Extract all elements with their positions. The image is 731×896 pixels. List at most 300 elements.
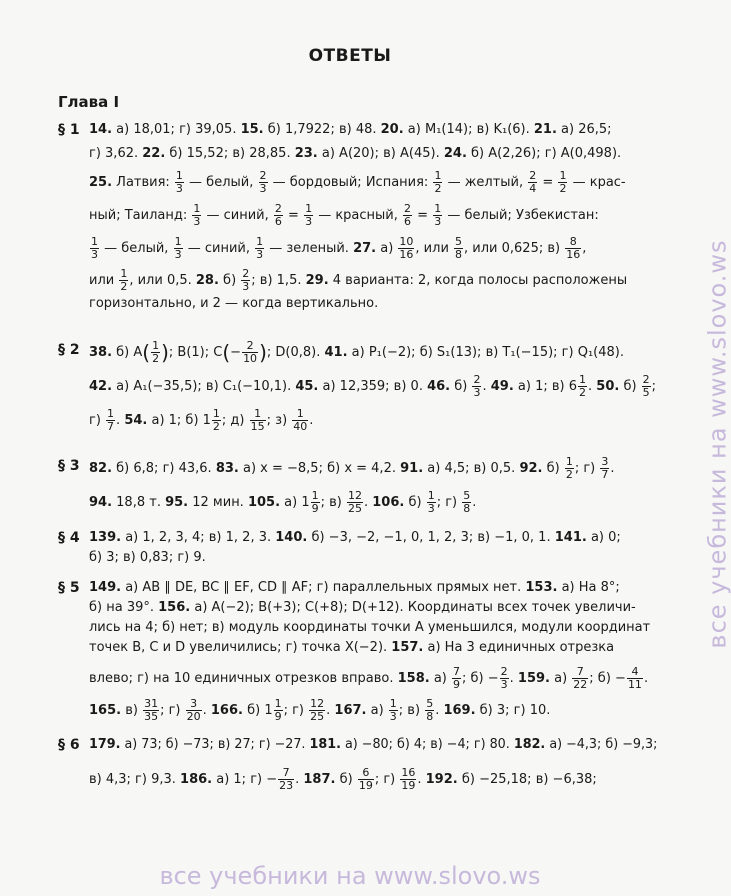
problem-number: 92.: [519, 461, 543, 476]
answer-text: а) 4,5; в) 0,5.: [423, 461, 520, 476]
answer-text: =: [538, 175, 558, 190]
fraction: [143, 698, 159, 723]
answer-text: , или 0,625; в): [464, 241, 565, 256]
answer-text: — бордовый; Испания:: [268, 175, 433, 190]
fraction: [433, 203, 442, 228]
answer-text: б) 15,52; в) 28,85.: [165, 146, 295, 161]
answer-text: .: [364, 495, 373, 510]
answer-text: а) 0;: [586, 530, 621, 545]
fraction-denominator: 6: [404, 215, 412, 228]
fraction-denominator: 9: [311, 502, 319, 515]
large-parenthesis: ): [259, 340, 267, 365]
answer-text: а) 1, 2, 3, 4; в) 1, 2, 3.: [121, 530, 276, 545]
answer-text: .: [472, 495, 477, 510]
fraction-denominator: 19: [401, 779, 416, 792]
problem-number: 187.: [303, 772, 336, 787]
section-5: [58, 578, 658, 723]
fraction: [452, 666, 461, 691]
section-2: [58, 340, 658, 440]
fraction: [454, 236, 463, 261]
problem-number: 156.: [158, 600, 191, 615]
answer-text: .: [326, 703, 335, 718]
answer-line: [89, 548, 658, 578]
problem-number: 27.: [353, 241, 377, 256]
answer-text: .: [610, 461, 615, 476]
answer-text: а) M₁(14); в) K₁(6).: [403, 122, 534, 137]
answer-text: б) 3; в) 0,83; г) 9.: [89, 550, 206, 565]
section-6: [58, 735, 658, 795]
answer-text: — синий,: [202, 208, 273, 223]
problem-number: 25.: [89, 175, 113, 190]
problem-number: 157.: [391, 640, 424, 655]
problem-number: 29.: [305, 273, 329, 288]
problem-number: 23.: [294, 146, 318, 161]
problem-number: 46.: [427, 379, 451, 394]
problem-number: 28.: [195, 273, 219, 288]
answer-text: а) 26,5;: [556, 122, 612, 137]
fraction: [472, 374, 481, 399]
fraction: [462, 490, 471, 515]
large-parenthesis: (: [222, 340, 231, 365]
fraction: [186, 698, 202, 723]
section-number: § 1: [58, 122, 80, 138]
fraction-numerator: 1: [434, 202, 442, 215]
fraction: [242, 340, 258, 365]
fraction-denominator: 3: [91, 248, 98, 261]
problem-number: 82.: [89, 461, 113, 476]
answer-text: — крас-: [568, 175, 626, 190]
answer-text: б) A(2,26); г) A(0,498).: [466, 146, 622, 161]
answer-text: б): [218, 273, 241, 288]
fraction-numerator: 1: [434, 169, 442, 182]
problem-number: 140.: [275, 530, 308, 545]
answer-text: −: [230, 345, 242, 360]
fraction-denominator: 22: [573, 678, 588, 691]
problem-number: 15.: [240, 122, 264, 137]
fraction-denominator: 3: [242, 280, 250, 293]
fraction: [578, 374, 587, 399]
fraction-numerator: 5: [455, 235, 463, 248]
answer-text: ; б) −: [589, 671, 626, 686]
answer-text: .: [588, 379, 597, 394]
section-number: § 6: [58, 737, 80, 753]
section-number: § 5: [58, 580, 80, 596]
fraction-denominator: 10: [243, 352, 258, 365]
answer-line: [89, 340, 658, 370]
answer-text: ; в): [320, 495, 346, 510]
fraction-numerator: 1: [565, 455, 573, 468]
fraction-denominator: 7: [107, 420, 115, 433]
answer-text: .: [116, 413, 125, 428]
fraction-numerator: 5: [463, 489, 471, 502]
answer-line: [89, 698, 658, 728]
fraction-denominator: 3: [434, 215, 442, 228]
problem-number: 38.: [89, 345, 113, 360]
answer-text: — синий,: [183, 241, 255, 256]
problem-number: 94.: [89, 495, 113, 510]
fraction-numerator: 1: [559, 169, 567, 182]
answer-text: а) A(−2); B(+3); C(+8); D(+12). Координаты всех точек увеличи-: [190, 600, 636, 615]
answer-text: ; з): [266, 413, 292, 428]
answer-text: а) A₁(−35,5); в) C₁(−10,1).: [112, 379, 296, 394]
fraction-denominator: 8: [455, 248, 463, 261]
answer-line: [89, 408, 658, 438]
problem-number: 45.: [295, 379, 319, 394]
answer-text: .: [643, 671, 649, 686]
fraction: [255, 236, 264, 261]
fraction-denominator: 25: [310, 710, 325, 723]
fraction-numerator: 12: [310, 697, 325, 710]
fraction-denominator: 19: [358, 779, 373, 792]
fraction-numerator: 1: [193, 202, 201, 215]
fraction-numerator: 2: [274, 202, 282, 215]
fraction-numerator: 2: [473, 373, 481, 386]
answer-text: ; г): [436, 495, 462, 510]
problem-number: 153.: [525, 580, 558, 595]
answer-line: [89, 767, 658, 797]
answer-text: б): [450, 379, 472, 394]
fraction: [274, 698, 283, 723]
answer-text: .: [417, 772, 426, 787]
fraction: [347, 490, 363, 515]
fraction-denominator: 16: [566, 248, 581, 261]
problem-number: 149.: [89, 580, 122, 595]
fraction-numerator: 5: [426, 697, 434, 710]
fraction: [572, 666, 588, 691]
fraction-numerator: 1: [250, 408, 266, 421]
problem-number: 166.: [210, 703, 243, 718]
fraction: [425, 698, 434, 723]
problem-number: 167.: [334, 703, 367, 718]
fraction-numerator: 2: [242, 267, 250, 280]
answer-text: .: [202, 703, 211, 718]
fraction-numerator: 10: [399, 235, 414, 248]
fraction-numerator: 2: [500, 665, 508, 678]
answer-text: , или: [415, 241, 454, 256]
fraction-numerator: 1: [292, 408, 308, 421]
fraction-denominator: 3: [193, 215, 201, 228]
answer-text: а) x = −8,5; б) x = 4,2.: [238, 461, 401, 476]
section-number: § 2: [58, 342, 80, 358]
fraction-denominator: 2: [579, 386, 587, 399]
fraction-numerator: 16: [401, 766, 416, 779]
answer-text: .: [435, 703, 444, 718]
answer-text: — красный,: [314, 208, 403, 223]
answer-text: б): [619, 379, 641, 394]
answer-text: ; D(0,8).: [266, 345, 325, 360]
fraction-numerator: 3: [186, 698, 202, 711]
problem-number: 91.: [400, 461, 424, 476]
fraction-denominator: 3: [500, 678, 508, 691]
answer-line: [89, 490, 658, 520]
watermark-side: все учебники на www.slovo.ws: [703, 239, 731, 649]
fraction-denominator: 3: [256, 248, 264, 261]
answer-text: а) AB ∥ DE, BC ∥ EF, CD ∥ AF; г) параллельных прямых нет.: [121, 580, 526, 595]
answer-text: ,: [582, 241, 587, 256]
answer-line: [89, 294, 658, 324]
fraction: [90, 236, 99, 261]
fraction: [642, 374, 651, 399]
answer-text: а) −80; б) 4; в) −4; г) 80.: [340, 737, 514, 752]
problem-number: 105.: [247, 495, 281, 510]
fraction-numerator: 1: [91, 235, 98, 248]
fraction: [192, 203, 201, 228]
fraction-denominator: 8: [426, 710, 434, 723]
fraction-numerator: 1: [107, 407, 115, 420]
answer-text: влево; г) на 10 единичных отрезков вправо.: [89, 671, 398, 686]
fraction-numerator: 7: [572, 666, 588, 679]
problem-number: 20.: [380, 122, 404, 137]
fraction-denominator: 20: [186, 710, 201, 723]
fraction-numerator: 1: [152, 339, 160, 352]
answer-line: [89, 236, 658, 266]
large-parenthesis: ): [161, 340, 169, 365]
answer-text: ; г): [574, 461, 600, 476]
answer-text: а) A(20); в) A(45).: [317, 146, 444, 161]
answer-text: г) 3,62.: [89, 146, 143, 161]
answer-text: б) 3; г) 10.: [475, 703, 551, 718]
fraction: [278, 767, 294, 792]
answer-text: г): [89, 413, 106, 428]
fraction-denominator: 3: [305, 215, 313, 228]
answer-text: ; г): [160, 703, 185, 718]
problem-number: 50.: [596, 379, 620, 394]
fraction-numerator: 2: [529, 169, 537, 182]
fraction: [565, 456, 574, 481]
answer-text: а) 73; б) −73; в) 27; г) −27.: [120, 737, 310, 752]
answer-text: б) 1: [242, 703, 273, 718]
answer-text: а) 1; в) 6: [513, 379, 578, 394]
answer-text: =: [413, 208, 433, 223]
fraction-denominator: 23: [279, 779, 294, 792]
answer-text: 4 варианта: 2, когда полосы расположены: [328, 273, 628, 288]
answer-text: или: [89, 273, 119, 288]
fraction-numerator: 7: [453, 665, 460, 678]
fraction-denominator: 3: [259, 182, 267, 195]
fraction: [151, 340, 160, 365]
problem-number: 181.: [309, 737, 341, 752]
fraction-numerator: 2: [259, 169, 267, 182]
fraction-denominator: 7: [601, 468, 609, 481]
fraction: [403, 203, 412, 228]
fraction-numerator: 6: [358, 767, 374, 780]
answer-text: .: [295, 772, 304, 787]
answer-text: б) 6,8; г) 43,6.: [112, 461, 216, 476]
answer-text: а) На 3 единичных отрезка: [423, 640, 615, 655]
answer-text: а) 12,359; в) 0.: [318, 379, 428, 394]
answer-line: [89, 638, 658, 668]
problem-number: 186.: [180, 772, 213, 787]
answer-text: а): [376, 241, 398, 256]
fraction: [212, 408, 221, 433]
answer-text: ; B(1); C: [168, 345, 223, 360]
fraction: [600, 456, 609, 481]
answer-text: =: [283, 208, 304, 223]
fraction-numerator: 1: [256, 235, 264, 248]
fraction-denominator: 2: [212, 420, 220, 433]
problem-number: 49.: [490, 379, 514, 394]
answer-text: а): [549, 671, 572, 686]
fraction: [309, 698, 325, 723]
fraction-denominator: 3: [174, 248, 182, 261]
fraction: [433, 170, 442, 195]
answer-text: лись на 4; б) нет; в) модуль координаты точки A уменьшился, модули координат: [89, 620, 651, 635]
answer-text: в): [121, 703, 143, 718]
answer-text: а) P₁(−2); б) S₁(13); в) T₁(−15); г) Q₁(48).: [347, 345, 624, 360]
fraction-numerator: 1: [305, 202, 313, 215]
answer-text: , или 0,5.: [129, 273, 196, 288]
problem-number: 22.: [142, 146, 166, 161]
fraction: [292, 408, 308, 433]
fraction-numerator: 31: [144, 697, 159, 710]
answer-text: ; г): [283, 703, 309, 718]
fraction: [304, 203, 313, 228]
fraction-denominator: 25: [348, 502, 362, 515]
fraction-denominator: 4: [529, 182, 537, 195]
fraction-denominator: 9: [453, 678, 460, 691]
fraction-denominator: 3: [473, 386, 481, 399]
answer-text: а): [429, 671, 451, 686]
problem-number: 21.: [533, 122, 557, 137]
fraction-numerator: 2: [642, 373, 650, 386]
answer-text: ;: [651, 379, 657, 394]
problem-number: 83.: [215, 461, 239, 476]
fraction-denominator: 3: [389, 710, 397, 723]
answer-text: — белый; Узбекистан:: [443, 208, 599, 223]
answer-text: б) −25,18; в) −6,38;: [457, 772, 597, 787]
section-3: [58, 456, 658, 516]
answer-text: Латвия:: [112, 175, 174, 190]
fraction: [627, 666, 643, 691]
answer-text: ; в) 1,5.: [251, 273, 306, 288]
fraction-denominator: 5: [642, 386, 650, 399]
answer-text: — желтый,: [443, 175, 528, 190]
fraction: [427, 490, 436, 515]
fraction-numerator: 1: [175, 169, 183, 182]
answer-text: горизонтально, и 2 — когда вертикально.: [89, 296, 379, 311]
answer-text: а) 1; б) 1: [147, 413, 211, 428]
fraction-numerator: 1: [212, 407, 220, 420]
fraction-denominator: 2: [565, 468, 573, 481]
fraction-denominator: 2: [559, 182, 567, 195]
fraction: [311, 490, 320, 515]
fraction: [528, 170, 537, 195]
problem-number: 139.: [89, 530, 122, 545]
section-1: [58, 120, 658, 320]
fraction-numerator: 12: [348, 489, 362, 502]
answer-text: а) 1: [280, 495, 310, 510]
fraction: [389, 698, 398, 723]
fraction-denominator: 3: [427, 502, 435, 515]
section-number: § 4: [58, 530, 80, 546]
answer-text: — зеленый.: [265, 241, 354, 256]
fraction: [106, 408, 115, 433]
page-title: ОТВЕТЫ: [308, 46, 392, 66]
answer-text: ; в): [398, 703, 425, 718]
problem-number: 54.: [124, 413, 148, 428]
fraction-denominator: 2: [120, 280, 128, 293]
fraction: [274, 203, 283, 228]
problem-number: 159.: [517, 671, 550, 686]
answer-text: в) 4,3; г) 9,3.: [89, 772, 181, 787]
fraction-numerator: 1: [274, 697, 282, 710]
section-4: [58, 528, 658, 568]
fraction-numerator: 1: [311, 489, 319, 502]
answer-text: .: [509, 671, 518, 686]
fraction-numerator: 3: [601, 455, 609, 468]
fraction: [175, 170, 184, 195]
answer-text: ; г): [374, 772, 400, 787]
answer-text: а) 1; г) −: [212, 772, 278, 787]
problem-number: 182.: [513, 737, 546, 752]
problem-number: 158.: [397, 671, 430, 686]
fraction-numerator: 2: [242, 340, 258, 353]
answer-text: ный; Таиланд:: [89, 208, 192, 223]
fraction-numerator: 1: [427, 489, 435, 502]
large-parenthesis: (: [142, 340, 151, 365]
answer-text: б): [404, 495, 426, 510]
answer-text: 18,8 т.: [112, 495, 166, 510]
answer-text: а) На 8°;: [557, 580, 620, 595]
answer-line: [89, 666, 658, 696]
answer-line: [89, 735, 658, 765]
answer-text: б) −3, −2, −1, 0, 1, 2, 3; в) −1, 0, 1.: [307, 530, 555, 545]
answer-text: 12 мин.: [188, 495, 248, 510]
answer-text: .: [309, 413, 314, 428]
fraction: [398, 236, 414, 261]
fraction-denominator: 9: [274, 710, 282, 723]
fraction-denominator: 3: [175, 182, 183, 195]
problem-number: 24.: [443, 146, 467, 161]
fraction-denominator: 8: [463, 502, 471, 515]
fraction: [250, 408, 266, 433]
problem-number: 165.: [89, 703, 122, 718]
answer-text: б) A: [112, 345, 143, 360]
fraction: [241, 268, 250, 293]
chapter-heading: Глава I: [58, 93, 120, 111]
answer-line: [89, 374, 658, 404]
problem-number: 14.: [89, 122, 113, 137]
fraction-numerator: 1: [579, 373, 587, 386]
fraction-numerator: 4: [627, 666, 643, 679]
problem-number: 192.: [425, 772, 458, 787]
answer-text: б): [335, 772, 357, 787]
fraction: [558, 170, 567, 195]
answer-text: а) 18,01; г) 39,05.: [112, 122, 241, 137]
fraction: [500, 666, 509, 691]
answer-text: б) на 39°.: [89, 600, 159, 615]
section-number: § 3: [58, 458, 80, 474]
fraction-denominator: 15: [250, 420, 265, 433]
fraction-numerator: 1: [120, 267, 128, 280]
fraction-denominator: 40: [293, 420, 308, 433]
fraction-numerator: 2: [404, 202, 412, 215]
answer-text: б) 1,7922; в) 48.: [263, 122, 381, 137]
answer-line: [89, 203, 658, 233]
fraction-denominator: 11: [627, 678, 642, 691]
problem-number: 179.: [89, 737, 121, 752]
answer-text: — белый,: [184, 175, 258, 190]
fraction-denominator: 6: [274, 215, 282, 228]
problem-number: 169.: [443, 703, 476, 718]
problem-number: 41.: [324, 345, 348, 360]
answer-text: а) −4,3; б) −9,3;: [545, 737, 658, 752]
fraction: [174, 236, 183, 261]
problem-number: 95.: [165, 495, 189, 510]
fraction-numerator: 1: [389, 697, 397, 710]
fraction: [400, 767, 416, 792]
problem-number: 106.: [372, 495, 405, 510]
